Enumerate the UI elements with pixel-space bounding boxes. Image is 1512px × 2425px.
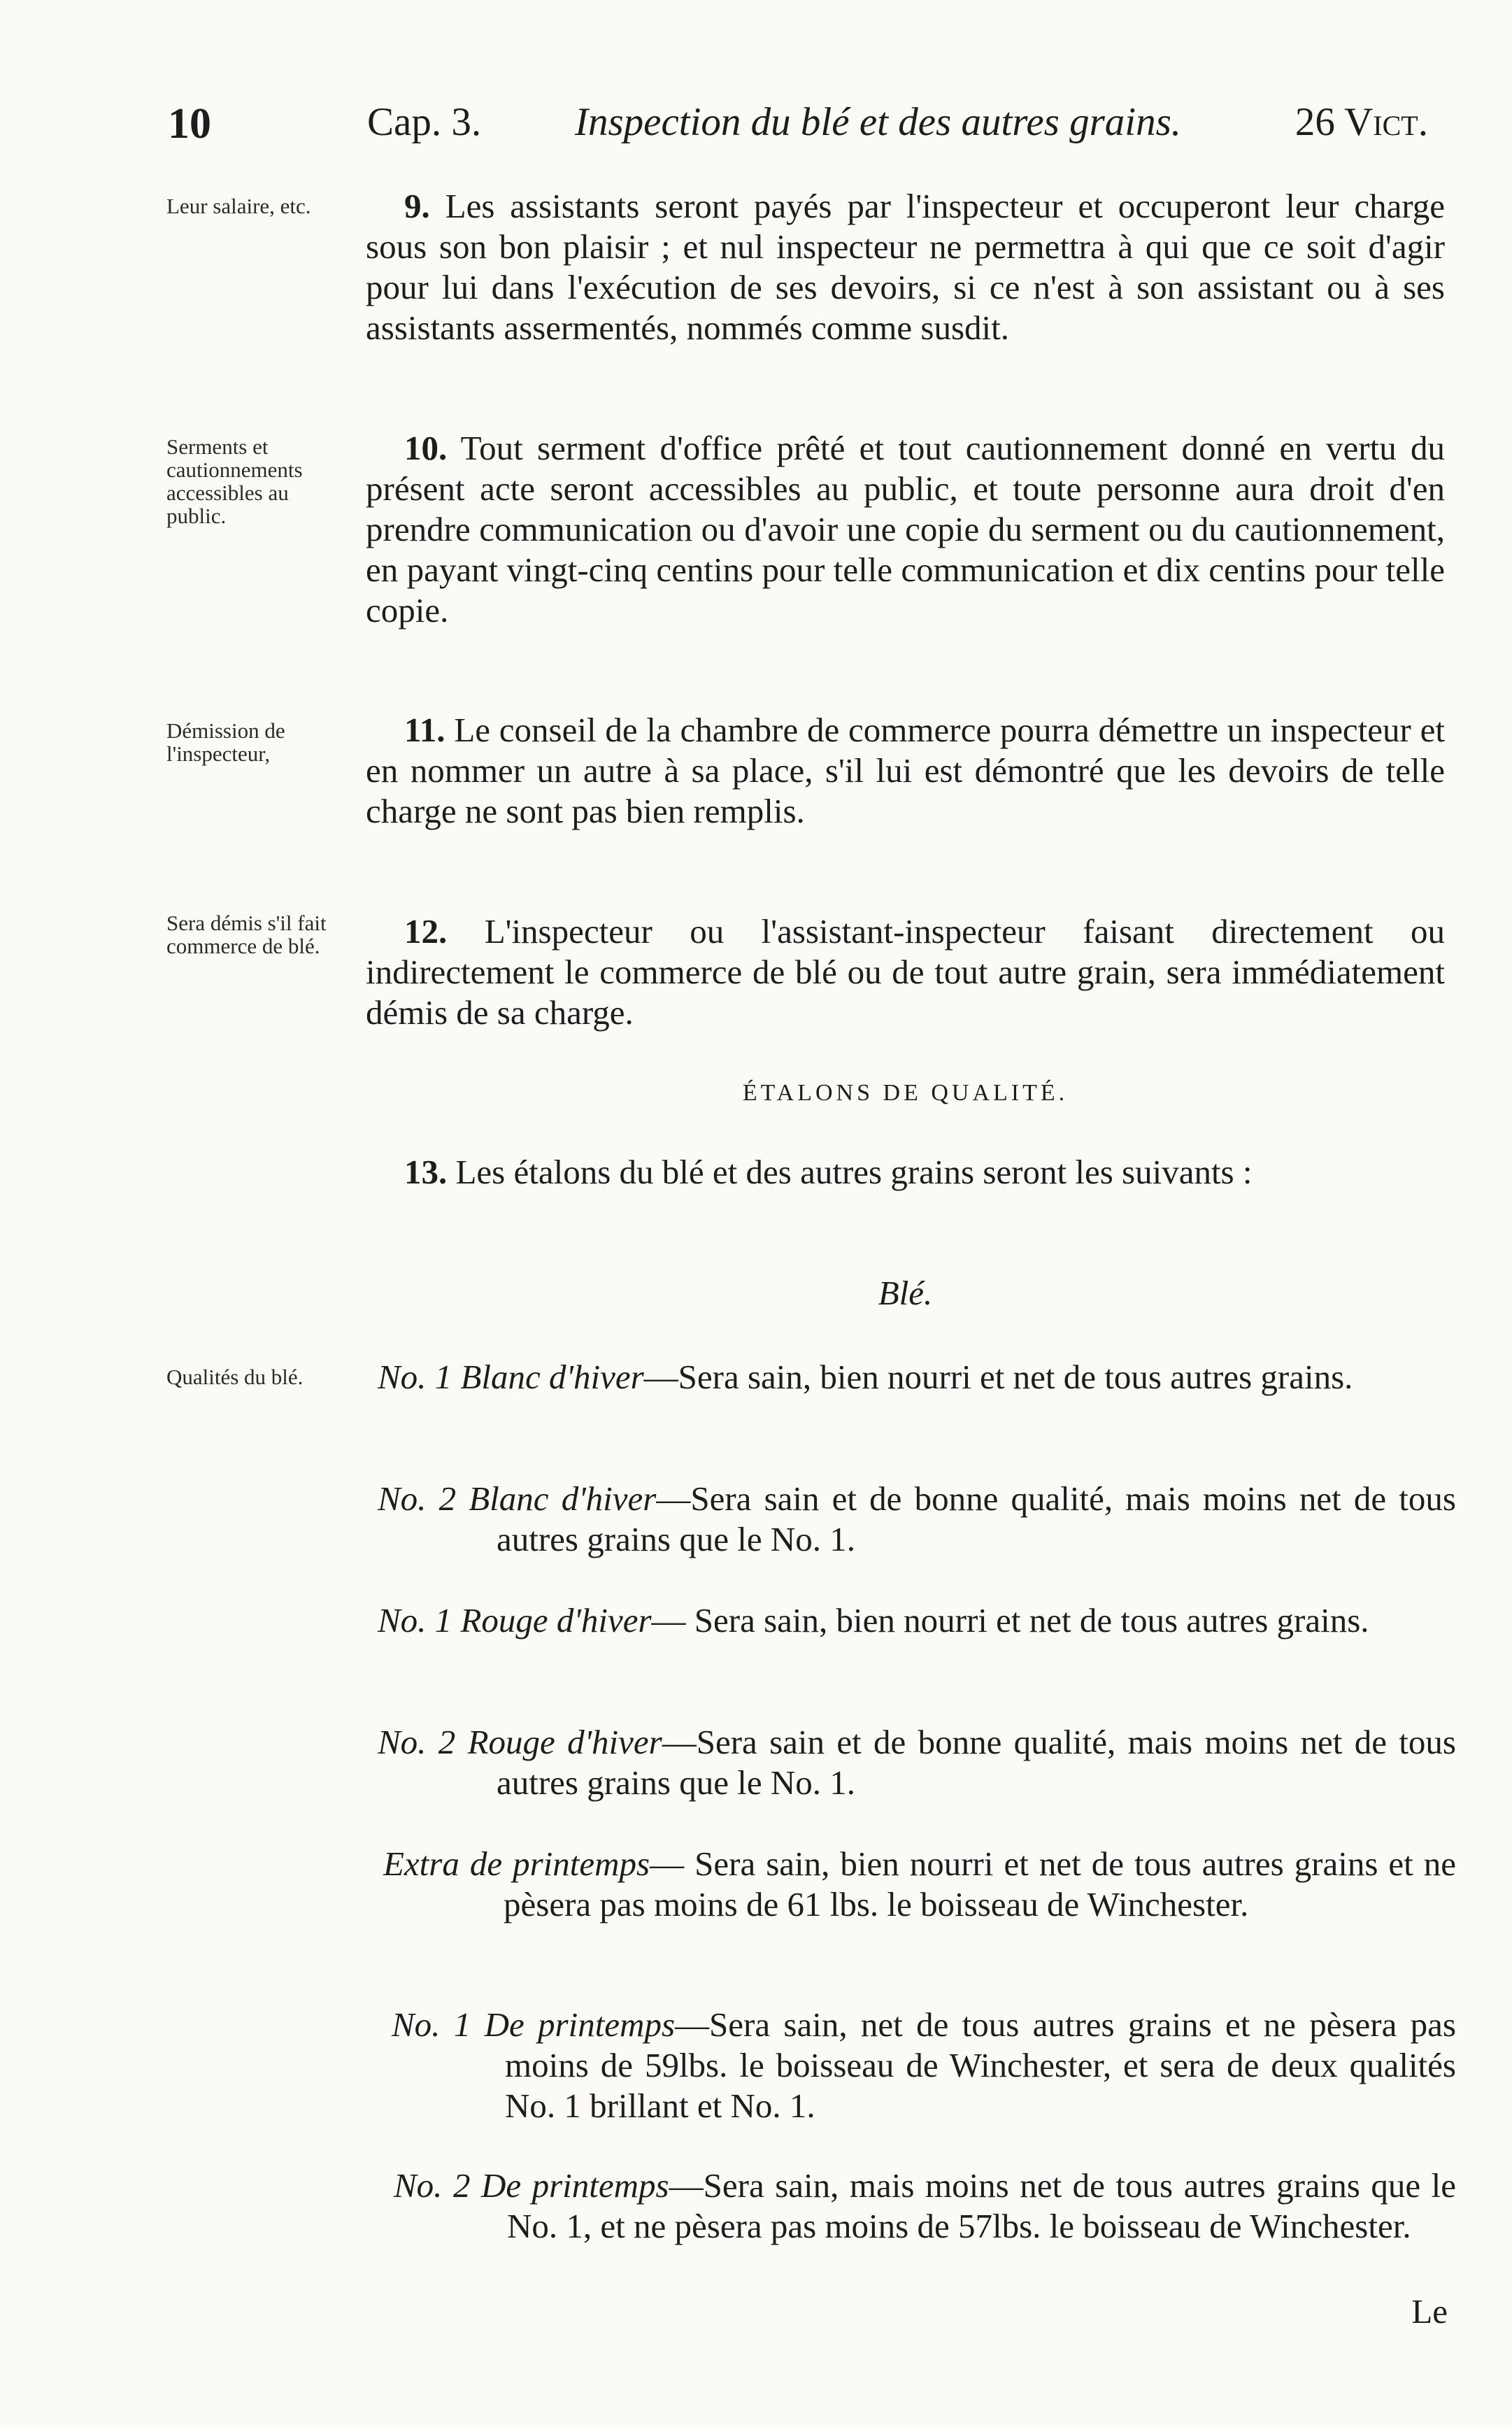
sidenote-salary: Leur salaire, etc. — [166, 194, 311, 218]
section-number: 11. — [404, 711, 445, 749]
section-text: Le conseil de la chambre de commerce pourra démettre un inspecteur et en nommer un autre à sa place, s'il lui est démontré que les devoirs de telle charge ne sont pas bien remplis. — [366, 711, 1446, 830]
grade-label: No. 1 — [378, 1358, 452, 1396]
grade-label: No. 2 — [378, 1723, 456, 1761]
grade-name: Extra de printemps — [383, 1844, 650, 1883]
grade-name: De printemps — [480, 2166, 669, 2205]
section-9 — [366, 186, 1445, 348]
grade-entry — [378, 1722, 1456, 1803]
grade-entry — [378, 1479, 1456, 1560]
grade-text: —Sera sain, net de tous autres grains et ne pèsera pas moins de 59lbs. le boisseau de Winchester, et sera de deux qualités No. 1 brillant et No. 1. — [505, 2005, 1456, 2125]
grade-name: De printemps — [484, 2005, 676, 2044]
grade-label: No. 1 — [378, 1601, 452, 1640]
grade-label: No. 1 — [392, 2005, 471, 2044]
standards-heading: ÉTALONS DE QUALITÉ. — [742, 1080, 1069, 1106]
sidenote-dismissal: Démission de l'inspecteur, — [166, 718, 285, 766]
section-text: L'inspecteur ou l'assistant-inspecteur faisant directement ou indirectement le commerce de blé ou de tout autre grain, sera immédiatement démis de sa charge. — [366, 912, 1445, 1032]
section-text: Les étalons du blé et des autres grains seront les suivants : — [455, 1153, 1253, 1191]
grade-text: — Sera sain, bien nourri et net de tous autres grains et ne pèsera pas moins de 61 lbs. le boisseau de Winchester. — [504, 1844, 1456, 1923]
section-text: Les assistants seront payés par l'inspecteur et occuperont leur charge sous son bon plaisir ; et nul inspecteur ne permettra à qui que ce soit d'agir pour lui dans l'exécution de ses devoirs, si ce n'est à son assistant ou à ses assistants assermentés, nommés comme susdit. — [366, 187, 1445, 347]
grade-entry — [392, 2005, 1456, 2126]
page-number: 10 — [168, 100, 211, 148]
grade-text: — Sera sain, bien nourri et net de tous autres grains. — [651, 1601, 1369, 1640]
sidenote-trade: Sera démis s'il fait commerce de blé. — [166, 911, 327, 958]
grade-text: —Sera sain, bien nourri et net de tous autres grains. — [643, 1358, 1353, 1396]
section-number: 10. — [404, 429, 448, 467]
section-text: Tout serment d'office prêté et tout cautionnement donné en vertu du présent acte seront accessibles au public, et toute personne aura droit d'en prendre communication ou d'avoir une copie du serment ou du cautionnement, en payant vingt-cinq centins pour telle communication et dix centins pour telle copie. — [366, 429, 1445, 630]
section-12 — [366, 911, 1445, 1033]
wheat-heading: Blé. — [878, 1274, 933, 1312]
sidenote-wheat-quality: Qualités du blé. — [166, 1365, 304, 1389]
grade-name: Rouge d'hiver — [460, 1601, 652, 1640]
section-number: 13. — [404, 1153, 448, 1191]
chapter-label: Cap. 3. — [367, 100, 482, 144]
section-13 — [366, 1152, 1445, 1193]
grade-text: —Sera sain et de bonne qualité, mais moins net de tous autres grains que le No. 1. — [497, 1479, 1456, 1558]
catchword: Le — [1411, 2292, 1448, 2331]
grade-entry — [394, 2166, 1456, 2247]
grade-entry — [383, 1844, 1456, 1925]
running-title: Inspection du blé et des autres grains. — [575, 100, 1182, 144]
grade-label: No. 2 — [378, 1479, 457, 1518]
section-11 — [366, 710, 1445, 832]
section-number: 9. — [404, 187, 430, 225]
grade-text: —Sera sain, mais moins net de tous autres grains que le No. 1, et ne pèsera pas moins de 57lbs. le boisseau de Winchester. — [507, 2166, 1456, 2245]
sidenote-oaths: Serments et cautionnements accessibles au public. — [166, 434, 303, 528]
section-number: 12. — [404, 912, 448, 951]
grade-entry — [378, 1357, 1456, 1398]
grade-name: Rouge d'hiver — [467, 1723, 662, 1761]
grade-text: —Sera sain et de bonne qualité, mais moins net de tous autres grains que le No. 1. — [497, 1723, 1456, 1802]
regnal-year: 26 Vict. — [1295, 100, 1428, 144]
grade-label: No. 2 — [394, 2166, 471, 2205]
grade-name: Blanc d'hiver — [469, 1479, 657, 1518]
section-10 — [366, 428, 1445, 631]
grade-entry — [378, 1600, 1456, 1641]
grade-name: Blanc d'hiver — [460, 1358, 644, 1396]
